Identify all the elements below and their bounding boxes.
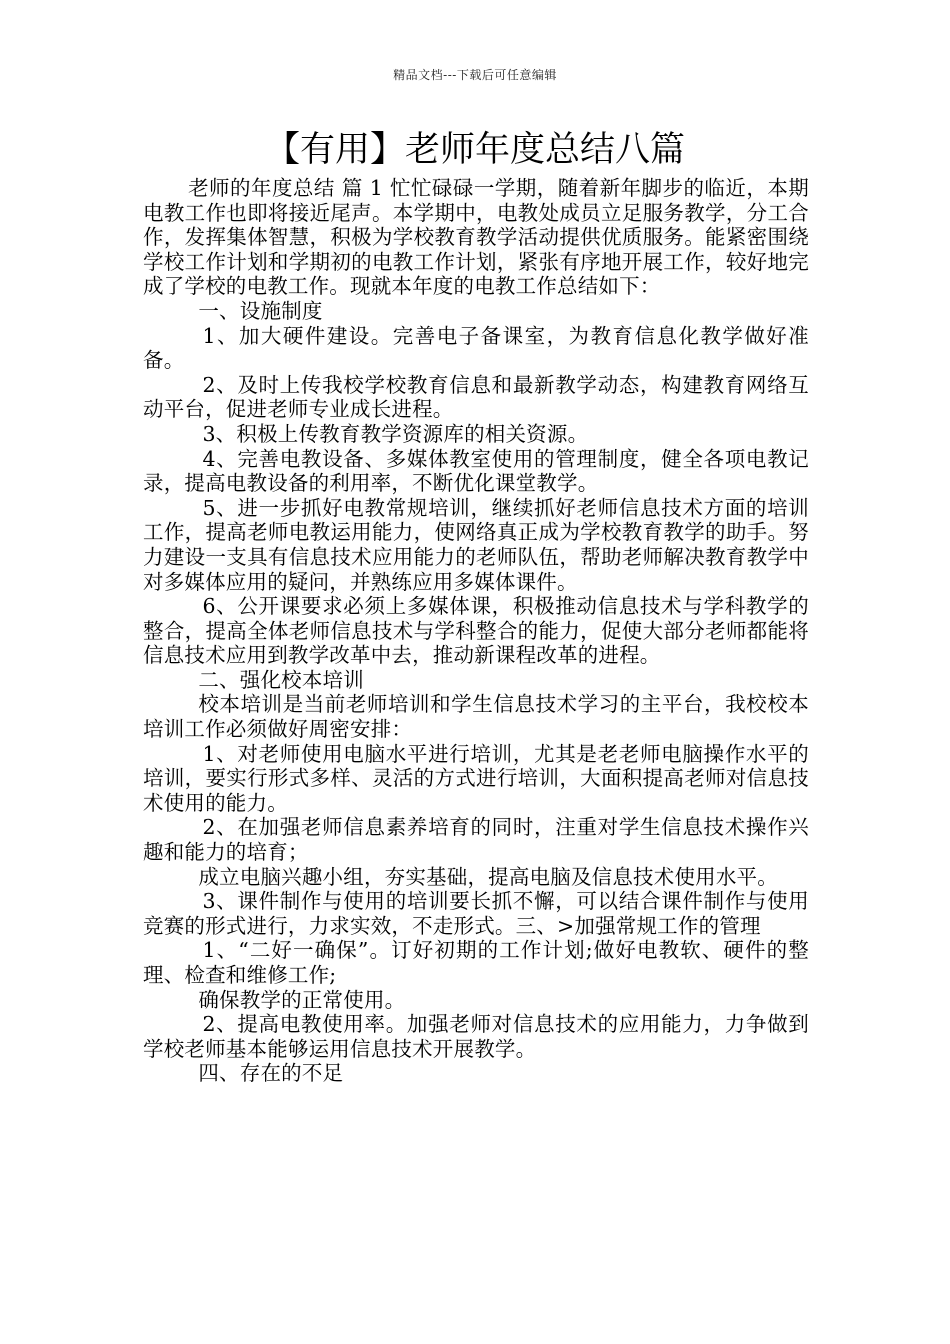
- paragraph: 4、完善电教设备、多媒体教室使用的管理制度，健全各项电教记录，提高电教设备的利用率，不断优化课堂教学。: [143, 446, 809, 496]
- paragraph: 2、提高电教使用率。加强老师对信息技术的应用能力，力争做到学校老师基本能够运用信息技术开展教学。: [143, 1012, 809, 1061]
- paragraph: 3、课件制作与使用的培训要长抓不懈，可以结合课件制作与使用竞赛的形式进行，力求实效，不走形式。三、>加强常规工作的管理: [143, 889, 809, 938]
- header-note: 精品文档---下载后可任意编辑: [393, 68, 557, 82]
- paragraph: 1、加大硬件建设。完善电子备课室，为教育信息化教学做好准备。: [143, 323, 809, 373]
- document-title: 【有用】老师年度总结八篇: [264, 130, 685, 170]
- paragraph: 6、公开课要求必须上多媒体课，积极推动信息技术与学科教学的整合，提高全体老师信息技术与学科整合的能力，促使大部分老师都能将信息技术应用到教学改革中去，推动新课程改革的进程。: [143, 594, 809, 668]
- paragraph: 5、进一步抓好电教常规培训，继续抓好老师信息技术方面的培训工作，提高老师电教运用能力，使网络真正成为学校教育教学的助手。努力建设一支具有信息技术应用能力的老师队伍，帮助老师解决教育教学中对多媒体应用的疑问，并熟练应用多媒体课件。: [143, 495, 809, 594]
- paragraph: 1、对老师使用电脑水平进行培训，尤其是老老师电脑操作水平的培训，要实行形式多样、灵活的方式进行培训，大面积提高老师对信息技术使用的能力。: [143, 741, 809, 815]
- paragraph: 成立电脑兴趣小组，夯实基础，提高电脑及信息技术使用水平。: [198, 864, 778, 889]
- paragraph: 2、及时上传我校学校教育信息和最新教学动态，构建教育网络互动平台，促进老师专业成长进程。: [143, 372, 809, 422]
- document-body: [143, 176, 809, 1086]
- paragraph: 二、强化校本培训: [198, 667, 364, 692]
- paragraph: 3、积极上传教育教学资源库的相关资源。: [202, 421, 589, 446]
- paragraph: 校本培训是当前老师培训和学生信息技术学习的主平台，我校校本培训工作必须做好周密安排：: [143, 692, 809, 742]
- paragraph: 2、在加强老师信息素养培育的同时，注重对学生信息技术操作兴趣和能力的培育；: [143, 815, 809, 865]
- paragraph: 确保教学的正常使用。: [198, 987, 406, 1012]
- paragraph: 老师的年度总结 篇 1 忙忙碌碌一学期，随着新年脚步的临近，本期电教工作也即将接近尾声。本学期中，电教处成员立足服务教学，分工合作，发挥集体智慧，积极为学校教育教学活动提供优质服务。能紧密围绕学校工作计划和学期初的电教工作计划，紧张有序地开展工作，较好地完成了学校的电教工作。现就本年度的电教工作总结如下：: [143, 176, 809, 299]
- paragraph: 四、存在的不足: [198, 1061, 344, 1086]
- paragraph: 1、“二好一确保”。订好初期的工作计划;做好电教软、硬件的整理、检查和维修工作;: [143, 938, 809, 987]
- paragraph: 一、设施制度: [198, 298, 323, 323]
